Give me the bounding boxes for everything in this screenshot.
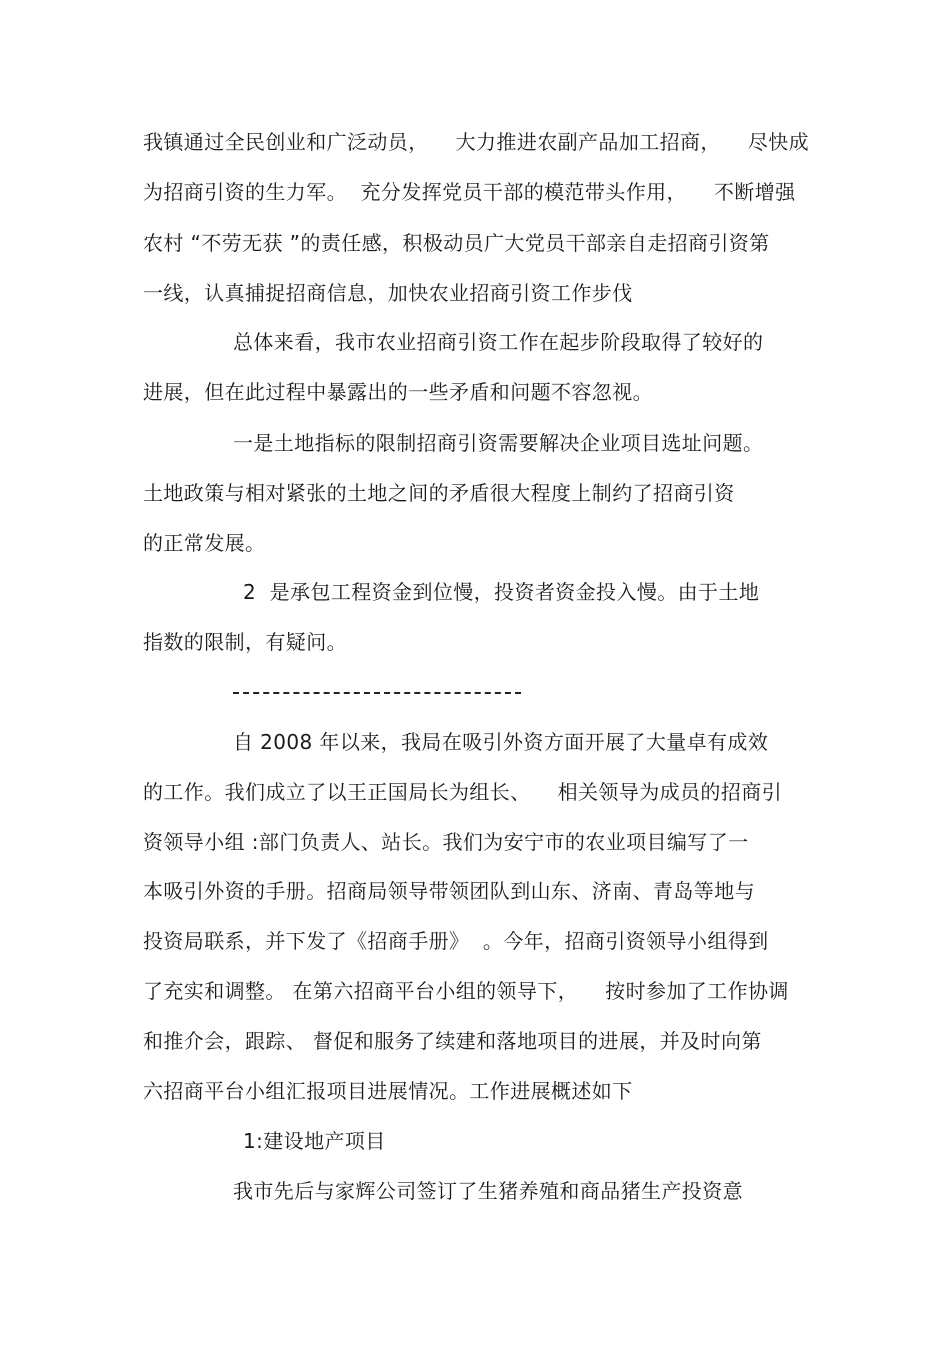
- text-line: 指数的限制，有疑问。: [143, 630, 347, 654]
- text-line: 资领导小组 :部门负责人、站长。我们为安宁市的农业项目编写了一: [143, 830, 749, 854]
- text-line: 总体来看，我市农业招商引资工作在起步阶段取得了较好的: [233, 330, 764, 354]
- text-line: 六招商平台小组汇报项目进展情况。工作进展概述如下: [143, 1079, 633, 1103]
- text-line: 一线，认真捕捉招商信息，加快农业招商引资工作步伐: [143, 281, 633, 305]
- text-line: 进展，但在此过程中暴露出的一些矛盾和问题不容忽视。: [143, 380, 653, 404]
- text-line: 的正常发展。: [143, 531, 266, 555]
- text-line: 本吸引外资的手册。招商局领导带领团队到山东、济南、青岛等地与: [143, 879, 755, 903]
- text-line: 2 是承包工程资金到位慢，投资者资金投入慢。由于土地: [243, 580, 760, 604]
- text-line: 农村 “不劳无获 ”的责任感，积极动员广大党员干部亲自走招商引资第: [143, 231, 770, 255]
- text-line: 我镇通过全民创业和广泛动员， 大力推进农副产品加工招商， 尽快成: [143, 130, 810, 154]
- section-divider: [233, 692, 521, 694]
- text-line: 投资局联系，并下发了《招商手册》 。今年，招商引资领导小组得到: [143, 929, 769, 953]
- text-line: 的工作。我们成立了以王正国局长为组长、 相关领导为成员的招商引: [143, 780, 783, 804]
- section-heading: 1:建设地产项目: [243, 1129, 386, 1153]
- text-line: 了充实和调整。 在第六招商平台小组的领导下， 按时参加了工作协调: [143, 979, 789, 1003]
- text-line: 为招商引资的生力军。 充分发挥党员干部的模范带头作用， 不断增强: [143, 180, 796, 204]
- text-line: 土地政策与相对紧张的土地之间的矛盾很大程度上制约了招商引资: [143, 481, 735, 505]
- text-line: 和推介会，跟踪、 督促和服务了续建和落地项目的进展，并及时向第: [143, 1029, 762, 1053]
- text-line: 我市先后与家辉公司签订了生猪养殖和商品猪生产投资意: [233, 1179, 743, 1203]
- text-line: 一是土地指标的限制招商引资需要解决企业项目选址问题。: [233, 431, 764, 455]
- text-line: 自 2008 年以来，我局在吸引外资方面开展了大量卓有成效: [233, 730, 769, 754]
